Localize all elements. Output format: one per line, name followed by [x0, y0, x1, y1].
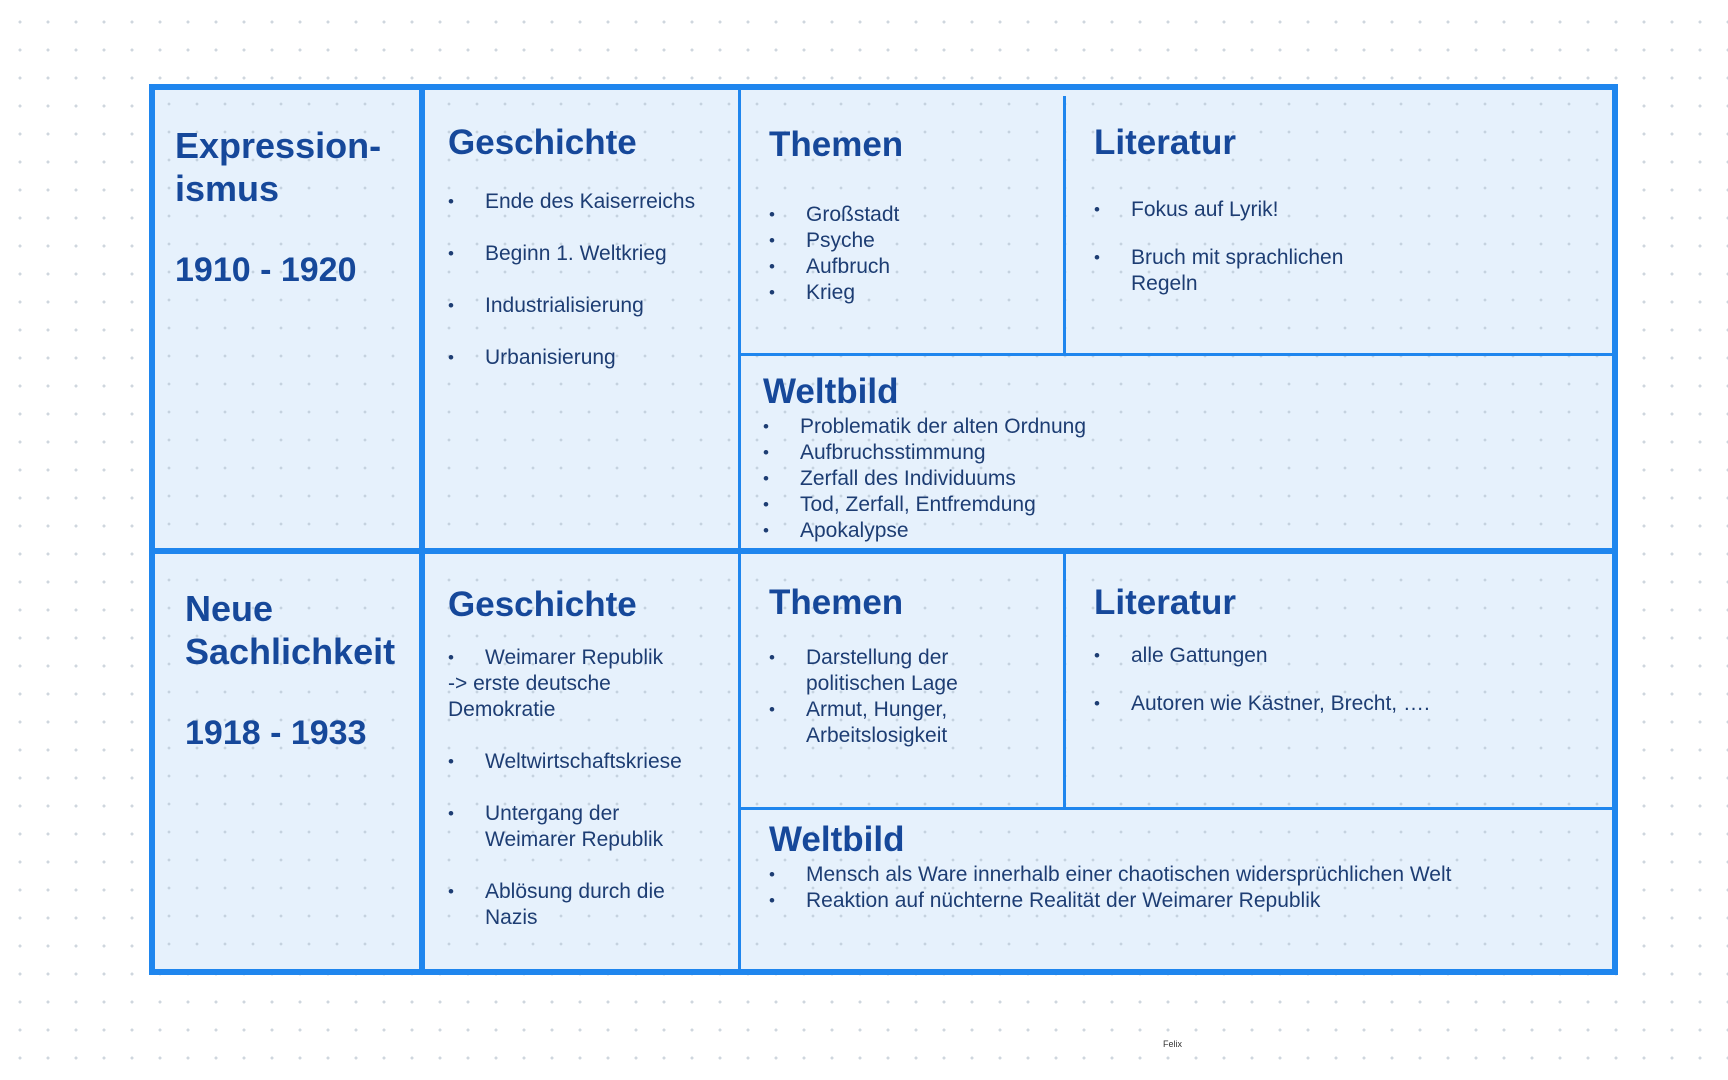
weltbild-list [763, 414, 1583, 544]
list-item: • Fokus auf Lyrik! [1094, 197, 1394, 223]
geschichte-heading: Geschichte [448, 123, 637, 162]
weltbild-heading: Weltbild [763, 372, 899, 411]
list-item: • Mensch als Ware innerhalb einer chaotischen widersprüchlichen Welt [769, 862, 1589, 888]
themen-cell-1 [769, 125, 1054, 306]
weltbild-cell-2 [769, 820, 1589, 914]
list-item: • Zerfall des Individuums [763, 466, 1583, 492]
list-item: • Weimarer Republik [448, 645, 733, 671]
era-years: 1918 - 1933 [185, 714, 367, 752]
overview-table [149, 84, 1618, 975]
list-item: • Problematik der alten Ordnung [763, 414, 1583, 440]
literatur-cell-2 [1094, 583, 1514, 739]
era-cell-expressionismus [175, 124, 405, 290]
literatur-heading: Literatur [1094, 123, 1236, 162]
geschichte-cell-1 [448, 123, 733, 397]
divider-themen-literatur-bottom [1063, 554, 1066, 807]
list-item: • Ende des Kaiserreichs [448, 189, 733, 215]
divider-weltbild-top [741, 353, 1612, 356]
divider-themen-literatur-top [1063, 96, 1066, 353]
era-cell-neue-sachlichkeit [185, 587, 415, 753]
weltbild-heading: Weltbild [769, 820, 905, 859]
literatur-heading: Literatur [1094, 583, 1236, 622]
era-title: Neue Sachlichkeit [185, 588, 396, 672]
divider-era-column [419, 90, 425, 969]
geschichte-cell-2 [448, 585, 733, 931]
themen-list [769, 645, 1054, 749]
geschichte-list [448, 189, 733, 371]
list-item: • Autoren wie Kästner, Brecht, …. [1094, 691, 1514, 717]
divider-row [155, 548, 1612, 554]
list-item: • Darstellung der politischen Lage [769, 645, 981, 697]
list-item: • Industrialisierung [448, 293, 733, 319]
list-item: • Psyche [769, 228, 1054, 254]
list-item: • Ablösung durch die Nazis [448, 879, 685, 931]
divider-geschichte-column [738, 90, 741, 969]
list-item: • alle Gattungen [1094, 643, 1514, 669]
weltbild-list [769, 862, 1589, 914]
era-title: Expression- ismus [175, 125, 382, 209]
geschichte-list [448, 645, 733, 931]
list-item: • Reaktion auf nüchterne Realität der Weimarer Republik [769, 888, 1589, 914]
list-item: • Aufbruch [769, 254, 1054, 280]
weltbild-cell-1 [763, 372, 1583, 544]
themen-list [769, 202, 1054, 306]
themen-heading: Themen [769, 125, 904, 164]
literatur-list [1094, 197, 1394, 297]
themen-cell-2 [769, 583, 1054, 749]
list-item: • Weltwirtschaftskriese [448, 749, 733, 775]
geschichte-heading: Geschichte [448, 585, 637, 624]
list-item: • Großstadt [769, 202, 1054, 228]
divider-weltbild-bottom [741, 807, 1612, 810]
list-item: • Tod, Zerfall, Entfremdung [763, 492, 1583, 518]
list-item: • Apokalypse [763, 518, 1583, 544]
author-signature: Felix [1163, 1039, 1183, 1049]
literatur-list [1094, 643, 1514, 717]
list-item: • Untergang der Weimarer Republik [448, 801, 685, 853]
list-item: • Armut, Hunger, Arbeitslosigkeit [769, 697, 981, 749]
list-item: • Urbanisierung [448, 345, 733, 371]
list-item-continuation: -> erste deutsche Demokratie [448, 672, 611, 721]
list-item: • Aufbruchsstimmung [763, 440, 1583, 466]
list-item: • Beginn 1. Weltkrieg [448, 241, 733, 267]
list-item: • Krieg [769, 280, 1054, 306]
era-years: 1910 - 1920 [175, 251, 357, 289]
themen-heading: Themen [769, 583, 904, 622]
list-item: • Bruch mit sprachlichen Regeln [1094, 245, 1371, 297]
literatur-cell-1 [1094, 123, 1394, 319]
